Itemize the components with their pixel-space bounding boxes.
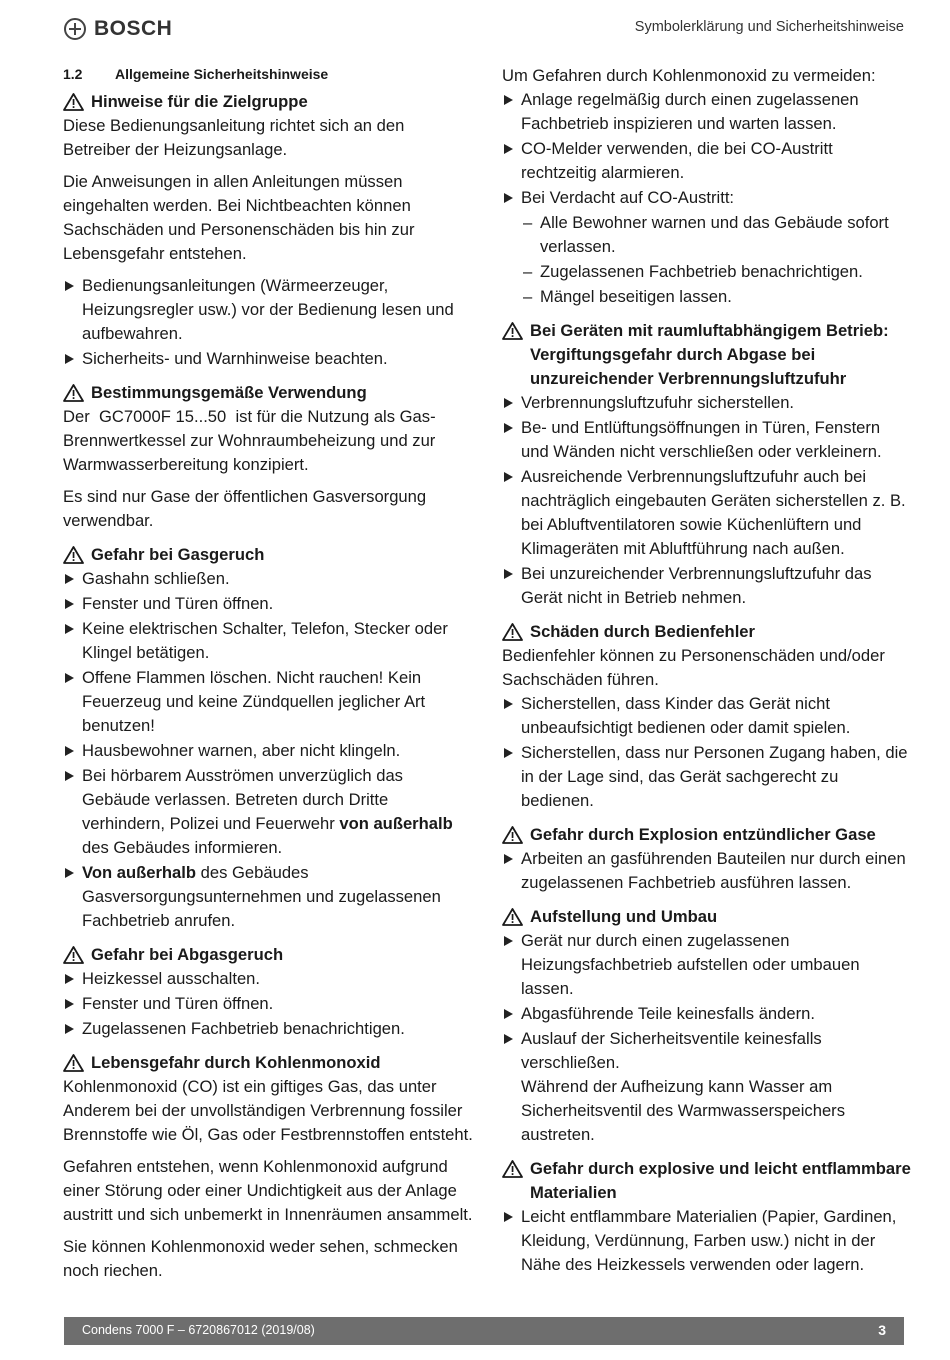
block-title: Gefahr durch Explosion entzündlicher Gase xyxy=(502,823,912,847)
list-item: Zugelassenen Fachbetrieb benachrichtigen. xyxy=(63,1017,473,1041)
right-column xyxy=(502,64,912,1287)
sub-list-item: – Zugelassenen Fachbetrieb benachrichtigen. xyxy=(521,260,912,284)
block-co-measures xyxy=(502,64,912,309)
list-item: CO-Melder verwenden, die bei CO-Austritt rechtzeitig alarmieren. xyxy=(502,137,912,185)
list-item: Gashahn schließen. xyxy=(63,567,473,591)
block-title: Lebensgefahr durch Kohlenmonoxid xyxy=(63,1051,473,1075)
paragraph: Es sind nur Gase der öffentlichen Gasversorgung verwendbar. xyxy=(63,487,427,530)
list-item: Bei unzureichender Verbrennungsluftzufuhr das Gerät nicht in Betrieb nehmen. xyxy=(502,562,912,610)
block-entflammbar xyxy=(502,1157,912,1277)
sub-list xyxy=(521,211,912,309)
block-verwendung xyxy=(63,381,473,533)
paragraph: Die Anweisungen in allen Anleitungen müssen eingehalten werden. Bei Nichtbeachten können Sachschäden und Personenschäden bis hin zur Lebensgefahr entstehen. xyxy=(63,172,415,263)
list-item: Ausreichende Verbrennungsluftzufuhr auch bei nachträglich eingebauten Geräten sicherstellen z. B. bei Abluftventilatoren sowie Küchenlüftern und Klimageräten mit Abluftführung nach außen. xyxy=(502,465,912,561)
paragraph: Sie können Kohlenmonoxid weder sehen, schmecken noch riechen. xyxy=(63,1237,458,1280)
action-list xyxy=(502,929,912,1147)
warning-triangle-icon xyxy=(502,905,524,929)
list-item: Fenster und Türen öffnen. xyxy=(63,592,473,616)
block-aufstellung xyxy=(502,905,912,1147)
action-list xyxy=(502,692,912,813)
warning-triangle-icon xyxy=(63,90,85,114)
block-gasgeruch xyxy=(63,543,473,933)
paragraph: Der GC7000F 15...50 ist für die Nutzung als Gas-Brennwertkessel zur Wohnraumbeheizung und zur Warmwasserbereitung konzipiert. xyxy=(63,407,440,474)
header-section-title: Symbolerklärung und Sicherheitshinweise xyxy=(634,19,904,35)
block-bedienfehler xyxy=(502,620,912,813)
paragraph: Gefahren entstehen, wenn Kohlenmonoxid aufgrund einer Störung oder einer Undichtigkeit aus der Anlage austritt und sich unbemerkt in Innenräumen ansammelt. xyxy=(63,1157,473,1224)
list-item: Fenster und Türen öffnen. xyxy=(63,992,473,1016)
sub-list-item: – Alle Bewohner warnen und das Gebäude sofort verlassen. xyxy=(521,211,912,259)
warning-triangle-icon xyxy=(502,620,524,644)
list-item: Heizkessel ausschalten. xyxy=(63,967,473,991)
block-title: Schäden durch Bedienfehler xyxy=(502,620,912,644)
page-number: 3 xyxy=(878,1322,886,1338)
block-title: Gefahr bei Gasgeruch xyxy=(63,543,473,567)
paragraph: Um Gefahren durch Kohlenmonoxid zu vermeiden: xyxy=(502,66,876,85)
action-list xyxy=(502,391,912,610)
action-list xyxy=(63,274,473,371)
block-kohlenmonoxid xyxy=(63,1051,473,1283)
list-item: Arbeiten an gasführenden Bauteilen nur durch einen zugelassenen Fachbetrieb ausführen lassen. xyxy=(502,847,912,895)
action-list xyxy=(63,967,473,1041)
list-item: Keine elektrischen Schalter, Telefon, Stecker oder Klingel betätigen. xyxy=(63,617,473,665)
action-list xyxy=(502,1205,912,1277)
block-title: Gefahr durch explosive und leicht entflammbare Materialien xyxy=(502,1157,912,1205)
block-raumluft xyxy=(502,319,912,610)
list-item: Hausbewohner warnen, aber nicht klingeln. xyxy=(63,739,473,763)
list-item: Be- und Entlüftungsöffnungen in Türen, Fenstern und Wänden nicht verschließen oder verkleinern. xyxy=(502,416,912,464)
warning-triangle-icon xyxy=(502,1157,524,1181)
footer-doc-reference: Condens 7000 F – 6720867012 (2019/08) xyxy=(82,1323,315,1337)
warning-triangle-icon xyxy=(502,823,524,847)
page-header xyxy=(0,0,950,58)
warning-triangle-icon xyxy=(63,381,85,405)
section-number: 1.2 xyxy=(63,66,83,82)
section-title: Allgemeine Sicherheitshinweise xyxy=(115,66,329,82)
step-note: Während der Aufheizung kann Wasser am Sicherheitsventil des Warmwasserspeichers austreten. xyxy=(521,1077,845,1144)
block-title: Bestimmungsgemäße Verwendung xyxy=(63,381,473,405)
list-item: Gerät nur durch einen zugelassenen Heizungsfachbetrieb aufstellen oder umbauen lassen. xyxy=(502,929,912,1001)
list-item: Auslauf der Sicherheitsventile keinesfalls verschließen. Während der Aufheizung kann Wasser am Sicherheitsventil des Warmwasserspeichers austreten. xyxy=(502,1027,912,1147)
sub-list-item: – Mängel beseitigen lassen. xyxy=(521,285,912,309)
list-item: Bei Verdacht auf CO-Austritt: – Alle Bewohner warnen und das Gebäude sofort verlassen. – Zugelassenen Fachbetrieb benachrichtigen. – Mängel beseitigen lassen. xyxy=(502,186,912,309)
block-title: Gefahr bei Abgasgeruch xyxy=(63,943,473,967)
list-item: Sicherstellen, dass Kinder das Gerät nicht unbeaufsichtigt bedienen oder damit spielen. xyxy=(502,692,912,740)
list-item: Bei hörbarem Ausströmen unverzüglich das Gebäude verlassen. Betreten durch Dritte verhindern, Polizei und Feuerwehr von außerhalb des Gebäudes informieren. xyxy=(63,764,473,860)
list-item: Von außerhalb des Gebäudes Gasversorgungsunternehmen und zugelassenen Fachbetrieb anrufen. xyxy=(63,861,473,933)
warning-triangle-icon xyxy=(502,319,524,343)
warning-triangle-icon xyxy=(63,543,85,567)
action-list xyxy=(502,88,912,309)
block-explosion xyxy=(502,823,912,895)
bosch-logo xyxy=(64,17,172,41)
list-item: Sicherheits- und Warnhinweise beachten. xyxy=(63,347,473,371)
warning-triangle-icon xyxy=(63,1051,85,1075)
paragraph: Diese Bedienungsanleitung richtet sich an den Betreiber der Heizungsanlage. xyxy=(63,116,405,159)
list-item: Offene Flammen löschen. Nicht rauchen! Kein Feuerzeug und keine Zündquellen jeglicher Art benutzen! xyxy=(63,666,473,738)
block-zielgruppe xyxy=(63,90,473,371)
list-item: Bedienungsanleitungen (Wärmeerzeuger, Heizungsregler usw.) vor der Bedienung lesen und aufbewahren. xyxy=(63,274,473,346)
block-abgasgeruch xyxy=(63,943,473,1041)
action-list xyxy=(502,847,912,895)
logo-text: BOSCH xyxy=(94,17,173,40)
bosch-armature-icon xyxy=(64,18,86,40)
list-item: Verbrennungsluftzufuhr sicherstellen. xyxy=(502,391,912,415)
list-item: Abgasführende Teile keinesfalls ändern. xyxy=(502,1002,912,1026)
paragraph: Bedienfehler können zu Personenschäden und/oder Sachschäden führen. xyxy=(502,646,885,689)
left-column xyxy=(63,64,473,1293)
warning-triangle-icon xyxy=(63,943,85,967)
block-title: Hinweise für die Zielgruppe xyxy=(63,90,473,114)
list-item: Sicherstellen, dass nur Personen Zugang haben, die in der Lage sind, das Gerät sachgerecht zu bedienen. xyxy=(502,741,912,813)
block-title: Bei Geräten mit raumluftabhängigem Betrieb: Vergiftungsgefahr durch Abgase bei unzureichender Verbrennungsluftzufuhr xyxy=(502,319,912,391)
list-item: Anlage regelmäßig durch einen zugelassenen Fachbetrieb inspizieren und warten lassen. xyxy=(502,88,912,136)
page-footer xyxy=(64,1317,904,1345)
paragraph: Kohlenmonoxid (CO) ist ein giftiges Gas, das unter Anderem bei der unvollständigen Verbrennung fossiler Brennstoffe wie Öl, Gas oder Festbrennstoffen entsteht. xyxy=(63,1077,473,1144)
section-heading xyxy=(63,64,473,84)
block-title: Aufstellung und Umbau xyxy=(502,905,912,929)
list-item: Leicht entflammbare Materialien (Papier, Gardinen, Kleidung, Verdünnung, Farben usw.) nicht in der Nähe des Heizkessels verwenden oder lagern. xyxy=(502,1205,912,1277)
action-list xyxy=(63,567,473,933)
